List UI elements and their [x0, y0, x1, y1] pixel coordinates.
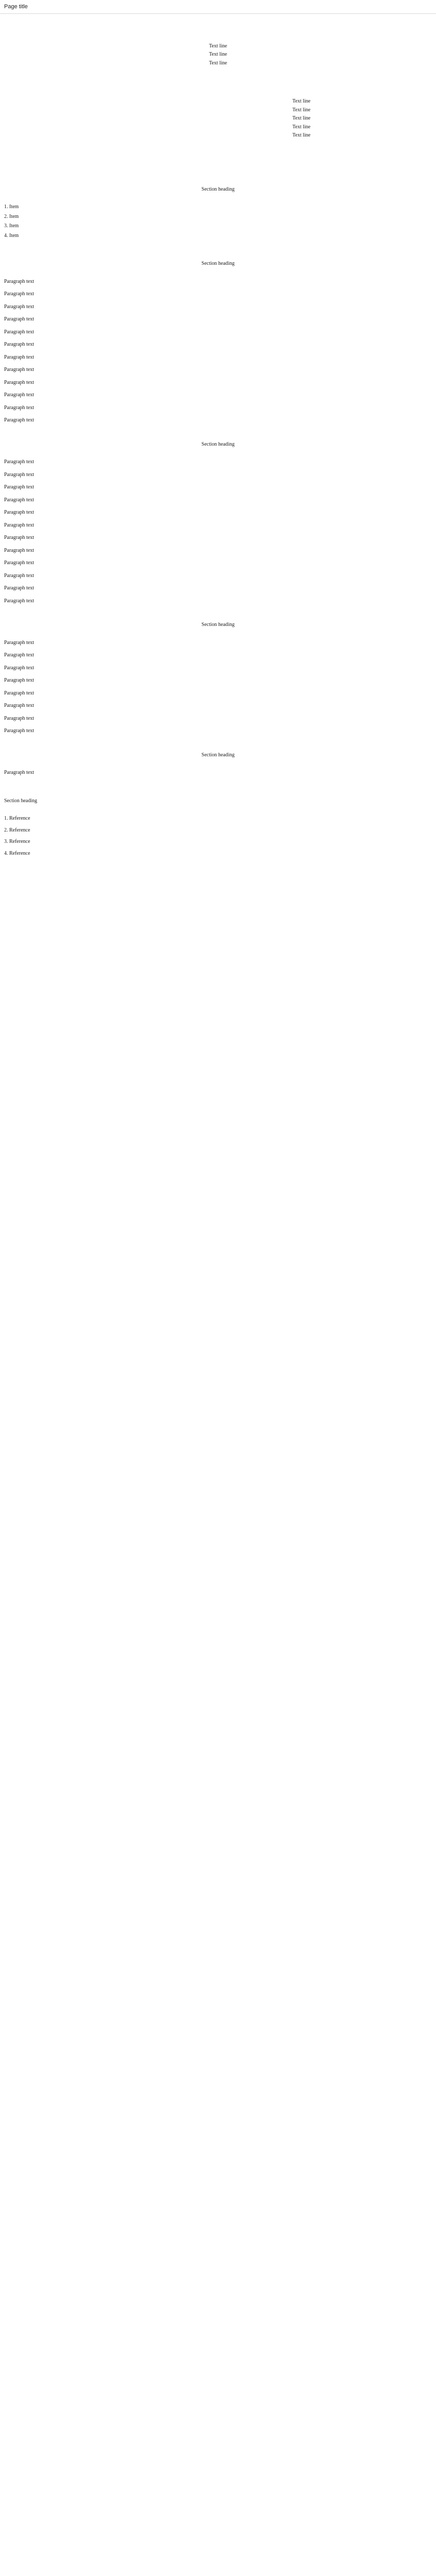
- body-paragraph: Paragraph text: [4, 715, 34, 721]
- body-paragraph: Paragraph text: [4, 404, 34, 411]
- body-paragraph: Paragraph text: [4, 329, 34, 335]
- literature-item: 2. Reference: [4, 827, 30, 833]
- literature-item: 1. Reference: [4, 816, 30, 822]
- body-paragraph: Paragraph text: [4, 770, 34, 776]
- toc-item[interactable]: 1. Item: [4, 204, 19, 210]
- toc-item[interactable]: 3. Item: [4, 223, 19, 229]
- body-paragraph: Paragraph text: [4, 367, 34, 373]
- body-paragraph: Paragraph text: [4, 598, 34, 604]
- body-paragraph: Paragraph text: [4, 522, 34, 528]
- title-line: Text line: [208, 43, 228, 49]
- signature-line: Text line: [292, 115, 311, 122]
- body-paragraph: Paragraph text: [4, 291, 34, 297]
- title-line: Text line: [208, 52, 228, 58]
- body-paragraph: Paragraph text: [4, 484, 34, 490]
- page-header: [0, 0, 436, 14]
- body-paragraph: Paragraph text: [4, 471, 34, 478]
- title-line: Text line: [208, 60, 228, 66]
- body-paragraph: Paragraph text: [4, 652, 34, 658]
- table-of-contents: [4, 204, 432, 240]
- section-heading: Section heading: [201, 752, 235, 758]
- toc-heading: Section heading: [201, 186, 235, 192]
- body-paragraph: Paragraph text: [4, 535, 34, 541]
- document-body: [0, 14, 436, 883]
- body-paragraph: Paragraph text: [4, 278, 34, 284]
- signature-line: Text line: [292, 98, 311, 105]
- toc-item[interactable]: 2. Item: [4, 213, 19, 219]
- body-paragraph: Paragraph text: [4, 560, 34, 566]
- body-paragraph: Paragraph text: [4, 547, 34, 553]
- body-paragraph: Paragraph text: [4, 639, 34, 646]
- body-paragraph: Paragraph text: [4, 677, 34, 684]
- body-paragraph: Paragraph text: [4, 497, 34, 503]
- page-title: Page title: [4, 4, 28, 10]
- signature-line: Text line: [292, 132, 311, 139]
- literature-item: 3. Reference: [4, 839, 30, 845]
- body-paragraph: Paragraph text: [4, 665, 34, 671]
- signature-line: Text line: [292, 124, 311, 130]
- body-paragraph: Paragraph text: [4, 379, 34, 385]
- body-paragraph: Paragraph text: [4, 392, 34, 398]
- sections-container: [4, 260, 432, 777]
- body-paragraph: Paragraph text: [4, 316, 34, 323]
- body-paragraph: Paragraph text: [4, 459, 34, 465]
- section-heading: Section heading: [201, 622, 235, 628]
- section-heading: Section heading: [201, 261, 235, 267]
- body-paragraph: Paragraph text: [4, 303, 34, 310]
- literature-heading: Section heading: [4, 798, 38, 804]
- title-block: [4, 43, 432, 67]
- body-paragraph: Paragraph text: [4, 342, 34, 348]
- body-paragraph: Paragraph text: [4, 510, 34, 516]
- body-paragraph: Paragraph text: [4, 703, 34, 709]
- signature-line: Text line: [292, 107, 311, 113]
- section-heading: Section heading: [201, 441, 235, 447]
- literature-list: [4, 815, 432, 857]
- toc-item[interactable]: 4. Item: [4, 232, 19, 239]
- signature-block: [292, 98, 426, 140]
- body-paragraph: Paragraph text: [4, 690, 34, 696]
- body-paragraph: Paragraph text: [4, 585, 34, 591]
- body-paragraph: Paragraph text: [4, 572, 34, 579]
- body-paragraph: Paragraph text: [4, 728, 34, 734]
- body-paragraph: Paragraph text: [4, 354, 34, 360]
- literature-item: 4. Reference: [4, 850, 30, 856]
- body-paragraph: Paragraph text: [4, 417, 34, 423]
